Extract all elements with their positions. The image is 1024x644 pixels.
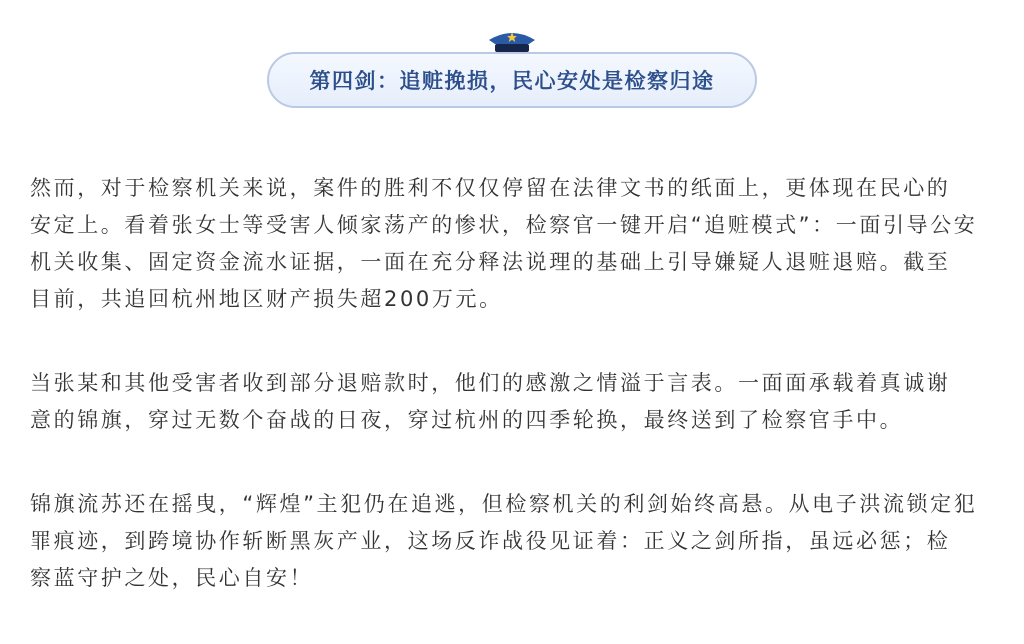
- text-line: 然而，对于检察机关来说，案件的胜利不仅仅停留在法律文书的纸面上，更体现在民心的: [30, 176, 951, 200]
- paragraph-1: [30, 170, 1010, 318]
- paragraph-3: [30, 486, 1010, 597]
- text-line: 机关收集、固定资金流水证据，一面在充分释法说理的基础上引导嫌疑人退赃退赔。截至: [30, 250, 951, 274]
- text-line: 锦旗流苏还在摇曳，“辉煌”主犯仍在追逃，但检察机关的利剑始终高悬。从电子洪流锁定犯: [30, 492, 978, 516]
- text-line: 安定上。看着张女士等受害人倾家荡产的惨状，检察官一键开启“追赃模式”：一面引导公安: [30, 213, 978, 237]
- text-line: 察蓝守护之处，民心自安！: [30, 566, 314, 590]
- text-line: 意的锦旗，穿过无数个奋战的日夜，穿过杭州的四季轮换，最终送到了检察官手中。: [30, 408, 904, 432]
- text-line: 目前，共追回杭州地区财产损失超200万元。: [30, 287, 503, 311]
- text-line: 当张某和其他受害者收到部分退赔款时，他们的感激之情溢于言表。一面面承载着真诚谢: [30, 371, 951, 395]
- section-title: 第四剑：追赃挽损，民心安处是检察归途: [309, 69, 715, 93]
- article-body: [30, 170, 1010, 644]
- police-cap-icon: [485, 28, 539, 54]
- section-title-banner: [267, 52, 757, 108]
- paragraph-2: [30, 365, 1010, 439]
- text-line: 罪痕迹，到跨境协作斩断黑灰产业，这场反诈战役见证着：正义之剑所指，虽远必惩；检: [30, 529, 951, 553]
